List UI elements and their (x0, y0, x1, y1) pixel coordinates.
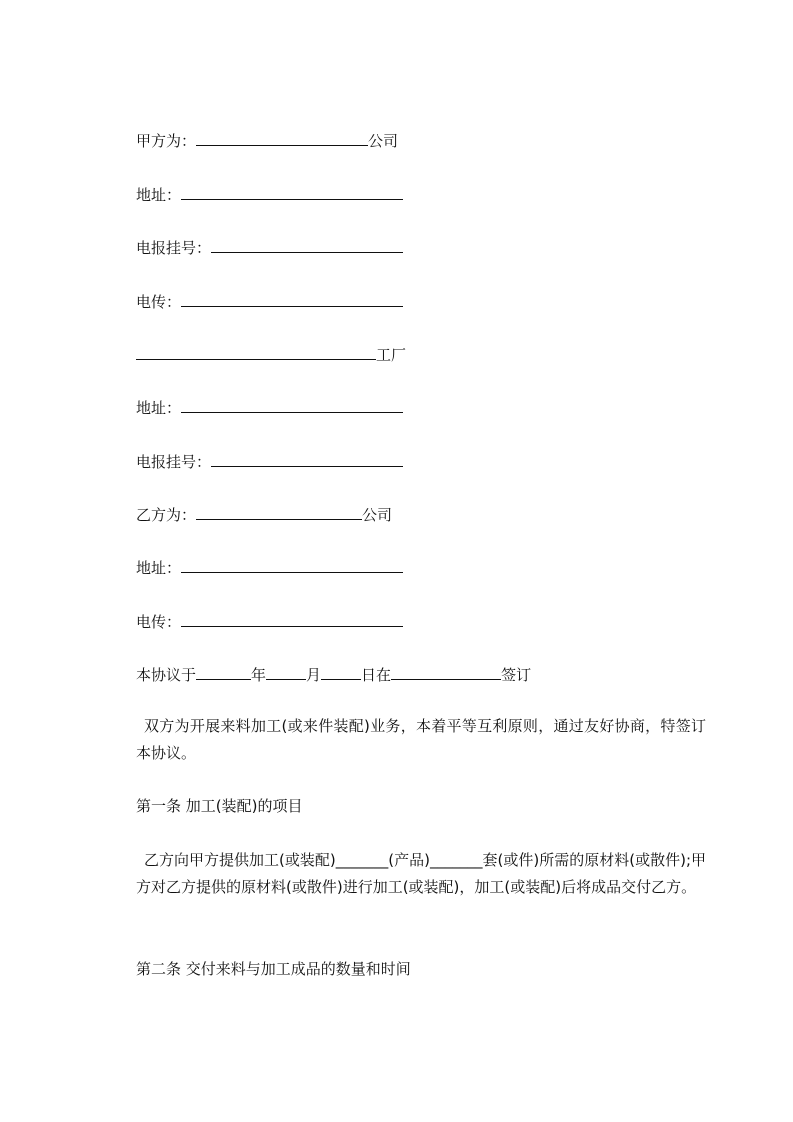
article-2-title: 第二条 交付来料与加工成品的数量和时间 (136, 960, 411, 978)
signing-day-blank[interactable] (321, 665, 361, 680)
factory-address-label: 地址： (136, 399, 182, 417)
party-b-fax-line (136, 612, 403, 631)
article-1-body: 乙方向甲方提供加工(或装配)_______(产品)_______套(或件)所需的原材料(或散件);甲方对乙方提供的原材料(或散件)进行加工(或装配)，加工(或装配)后将成品交付乙方。 (136, 851, 706, 896)
party-a-telegram-blank[interactable] (211, 238, 403, 253)
factory-telegram-line (136, 452, 403, 471)
factory-address-line (136, 398, 403, 417)
factory-address-blank[interactable] (181, 398, 403, 413)
party-a-address-blank[interactable] (181, 185, 403, 200)
party-a-name-line (136, 131, 398, 150)
party-a-factory-blank[interactable] (136, 345, 376, 360)
party-a-telegram-label: 电报挂号： (136, 239, 212, 257)
party-b-address-label: 地址： (136, 559, 182, 577)
signing-month-blank[interactable] (266, 665, 306, 680)
party-a-name-label: 甲方为： (136, 132, 197, 150)
party-b-address-blank[interactable] (181, 558, 403, 573)
signing-suffix: 签订 (501, 666, 532, 684)
party-a-fax-label: 电传： (136, 293, 182, 311)
party-b-fax-blank[interactable] (181, 612, 403, 627)
signing-month-label: 月 (306, 666, 322, 684)
party-a-fax-line (136, 292, 403, 311)
intro-paragraph: 双方为开展来料加工(或来件装配)业务，本着平等互利原则，通过友好协商，特签订本协议。 (136, 717, 706, 762)
party-b-name-line (136, 505, 392, 524)
party-a-name-blank[interactable] (196, 131, 368, 146)
party-a-name-suffix: 公司 (368, 132, 399, 150)
article-1-title: 第一条 加工(装配)的项目 (136, 797, 303, 815)
signing-year-label: 年 (251, 666, 267, 684)
party-b-name-label: 乙方为： (136, 506, 197, 524)
signing-place-blank[interactable] (391, 665, 501, 680)
party-b-address-line (136, 558, 403, 577)
factory-telegram-label: 电报挂号： (136, 453, 212, 471)
signing-year-blank[interactable] (196, 665, 251, 680)
party-a-telegram-line (136, 238, 403, 257)
party-a-factory-line (136, 345, 406, 364)
party-b-name-blank[interactable] (196, 505, 362, 520)
party-a-factory-suffix: 工厂 (376, 346, 407, 364)
signing-line (136, 665, 531, 684)
party-a-address-label: 地址： (136, 186, 182, 204)
party-b-fax-label: 电传： (136, 613, 182, 631)
signing-day-label: 日在 (361, 666, 392, 684)
party-a-fax-blank[interactable] (181, 292, 403, 307)
signing-prefix: 本协议于 (136, 666, 197, 684)
party-a-address-line (136, 185, 403, 204)
party-b-name-suffix: 公司 (362, 506, 393, 524)
factory-telegram-blank[interactable] (211, 452, 403, 467)
